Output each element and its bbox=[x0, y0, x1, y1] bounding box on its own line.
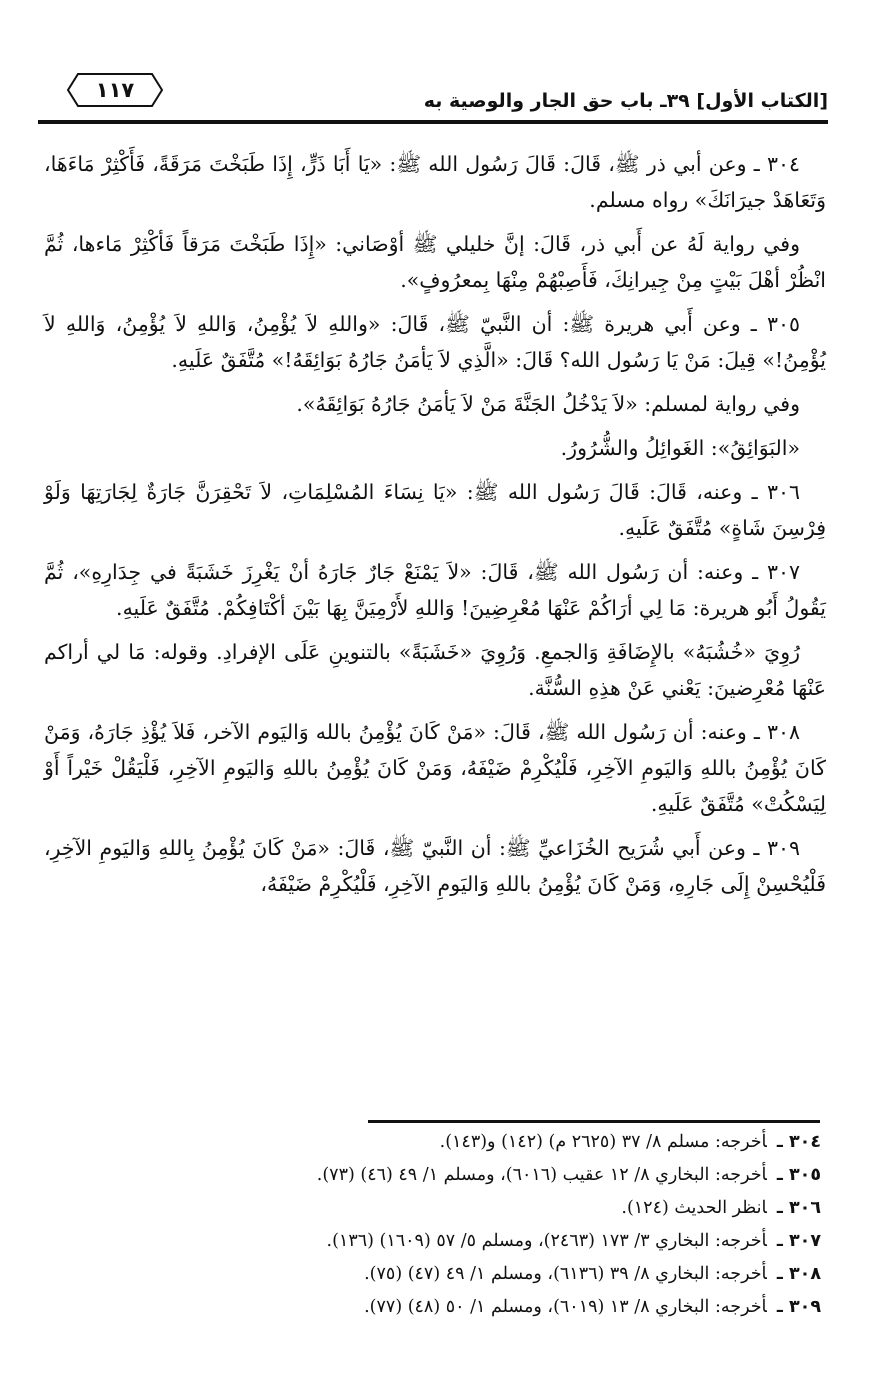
footnote-item bbox=[61, 1291, 821, 1324]
footnote-number: ٣٠٧ ـ bbox=[776, 1231, 821, 1251]
hadith-306: ٣٠٦ ـ وعنه، قَالَ: قَالَ رَسُول الله ﷺ: «يَا نِسَاءَ المُسْلِمَاتِ، لاَ تَحْقِرَنَّ جَارَةٌ لِجَارَتِهَا وَلَوْ فِرْسِنَ شَاةٍ» مُتَّفَقٌ عَلَيهِ. bbox=[44, 480, 826, 540]
footnotes bbox=[61, 1126, 821, 1324]
page-header bbox=[38, 62, 828, 124]
footnote-divider bbox=[368, 1120, 820, 1123]
footnote-number: ٣٠٦ ـ bbox=[776, 1198, 821, 1218]
hadith-308: ٣٠٨ ـ وعنه: أن رَسُول الله ﷺ، قَالَ: «مَنْ كَانَ يُؤْمِنُ بالله وَاليَوم الآخر، فَلاَ يُؤْذِ جَارَهُ، وَمَنْ كَانَ يُؤْمِنُ باللهِ وَاليَومِ الآخِرِ، فَلْيُكْرِمْ ضَيْفَهُ، وَمَنْ كَانَ يُؤْمِنُ باللهِ وَاليَومِ الآخِرِ، فَلْيَقُلْ خَيْراً أَوْ لِيَسْكُتْ» مُتَّفَقٌ عَلَيهِ. bbox=[44, 720, 826, 816]
hadith-304-variant: وفي رواية لَهُ عن أَبي ذر، قَالَ: إنَّ خليلي ﷺ أوْصَاني: «إِذَا طَبَخْتَ مَرَقاً فَأكْثِرْ مَاءها، ثُمَّ انْظُرْ أهْلَ بَيْتٍ مِنْ جِيرانِكَ، فَأَصِبْهُمْ مِنْهَا بِمعرُوفٍ». bbox=[44, 232, 826, 292]
hadith-307: ٣٠٧ ـ وعنه: أن رَسُول الله ﷺ، قَالَ: «لاَ يَمْنَعْ جَارٌ جَارَهُ أنْ يَغْرِزَ خَشَبَةً في جِدَارِهِ»، ثُمَّ يَقُولُ أَبُو هريرة: مَا لِي أرَاكُمْ عَنْهَا مُعْرِضِينَ! وَاللهِ لأَرْمِيَنَّ بِهَا بَيْنَ أكْتَافِكُمْ. مُتَّفَقٌ عَلَيهِ. bbox=[44, 560, 826, 620]
hadith-305-gloss: «البَوَائِقُ»: الغَوائِلُ والشُّرُورُ. bbox=[560, 436, 800, 460]
footnote-text: أخرجه: البخاري ٣/ ١٧٣ (٢٤٦٣)، ومسلم ٥/ ٥٧ (١٦٠٩) (١٣٦). bbox=[326, 1231, 767, 1251]
footnote-item bbox=[61, 1159, 821, 1192]
footnote-number: ٣٠٥ ـ bbox=[776, 1165, 821, 1185]
footnote-item bbox=[61, 1258, 821, 1291]
footnote-text: أخرجه: البخاري ٨/ ١٢ عقيب (٦٠١٦)، ومسلم ١/ ٤٩ (٤٦) (٧٣). bbox=[316, 1165, 767, 1185]
hadith-309: ٣٠٩ ـ وعن أَبي شُرَيح الخُزَاعيِّ ﷺ: أن النَّبيّ ﷺ، قَالَ: «مَنْ كَانَ يُؤْمِنُ بِاللهِ وَاليَومِ الآخِرِ، فَلْيُحْسِنْ إِلَى جَارِهِ، وَمَنْ كَانَ يُؤْمِنُ باللهِ وَاليَومِ الآخِرِ، فَلْيُكْرِمْ ضَيْفَهُ، bbox=[44, 836, 826, 896]
page-number: ١١٧ bbox=[95, 78, 135, 102]
footnote-text: أخرجه: البخاري ٨/ ٣٩ (٦١٣٦)، ومسلم ١/ ٤٩ (٤٧) (٧٥). bbox=[364, 1264, 767, 1284]
footnote-text: انظر الحديث (١٢٤). bbox=[621, 1198, 767, 1218]
footnote-number: ٣٠٤ ـ bbox=[776, 1132, 821, 1152]
running-title: [الكتاب الأول] ٣٩ـ باب حق الجار والوصية به bbox=[423, 90, 828, 112]
footnote-number: ٣٠٩ ـ bbox=[776, 1297, 821, 1317]
footnote-item bbox=[61, 1225, 821, 1258]
footnote-text: أخرجه: البخاري ٨/ ١٣ (٦٠١٩)، ومسلم ١/ ٥٠ (٤٨) (٧٧). bbox=[364, 1297, 767, 1317]
page-number-frame bbox=[66, 72, 164, 108]
hadith-304: ٣٠٤ ـ وعن أبي ذر ﷺ، قَالَ: قَالَ رَسُول الله ﷺ: «يَا أَبَا ذَرٍّ، إِذَا طَبَخْتَ مَرَقَةً، فَأَكْثِرْ مَاءَهَا، وَتَعَاهَدْ جيرَانَكَ» رواه مسلم. bbox=[44, 152, 826, 212]
footnote-number: ٣٠٨ ـ bbox=[776, 1264, 821, 1284]
header-rule bbox=[38, 120, 828, 124]
hadith-305-variant: وفي رواية لمسلم: «لاَ يَدْخُلُ الجَنَّةَ مَنْ لاَ يَأمَنُ جَارُهُ بَوَائِقَهُ». bbox=[296, 392, 800, 416]
footnote-item bbox=[61, 1192, 821, 1225]
hadith-305: ٣٠٥ ـ وعن أَبي هريرة ﷺ: أن النَّبيّ ﷺ، قَالَ: «واللهِ لاَ يُؤْمِنُ، وَاللهِ لاَ يُؤْمِنُ، وَاللهِ لاَ يُؤْمِنُ!» قِيلَ: مَنْ يَا رَسُول الله؟ قَالَ: «الَّذِي لاَ يَأمَنُ جَارُهُ بَوَائِقَهُ!» مُتَّفَقٌ عَلَيهِ. bbox=[44, 312, 826, 372]
hadith-307-note: رُوِيَ «خُشُبَهُ» بالإِضَافَةِ وَالجمعِ. وَرُوِيَ «خَشَبَةً» بالتنوينِ عَلَى الإفرادِ. وقوله: مَا لي أراكم عَنْهَا مُعْرِضينَ: يَعْني عَنْ هذِهِ السُّنَّة. bbox=[44, 640, 826, 700]
footnote-text: أخرجه: مسلم ٨/ ٣٧ (٢٦٢٥ م) (١٤٢) و(١٤٣). bbox=[439, 1132, 767, 1152]
footnote-item bbox=[61, 1126, 821, 1159]
main-text bbox=[44, 146, 826, 910]
